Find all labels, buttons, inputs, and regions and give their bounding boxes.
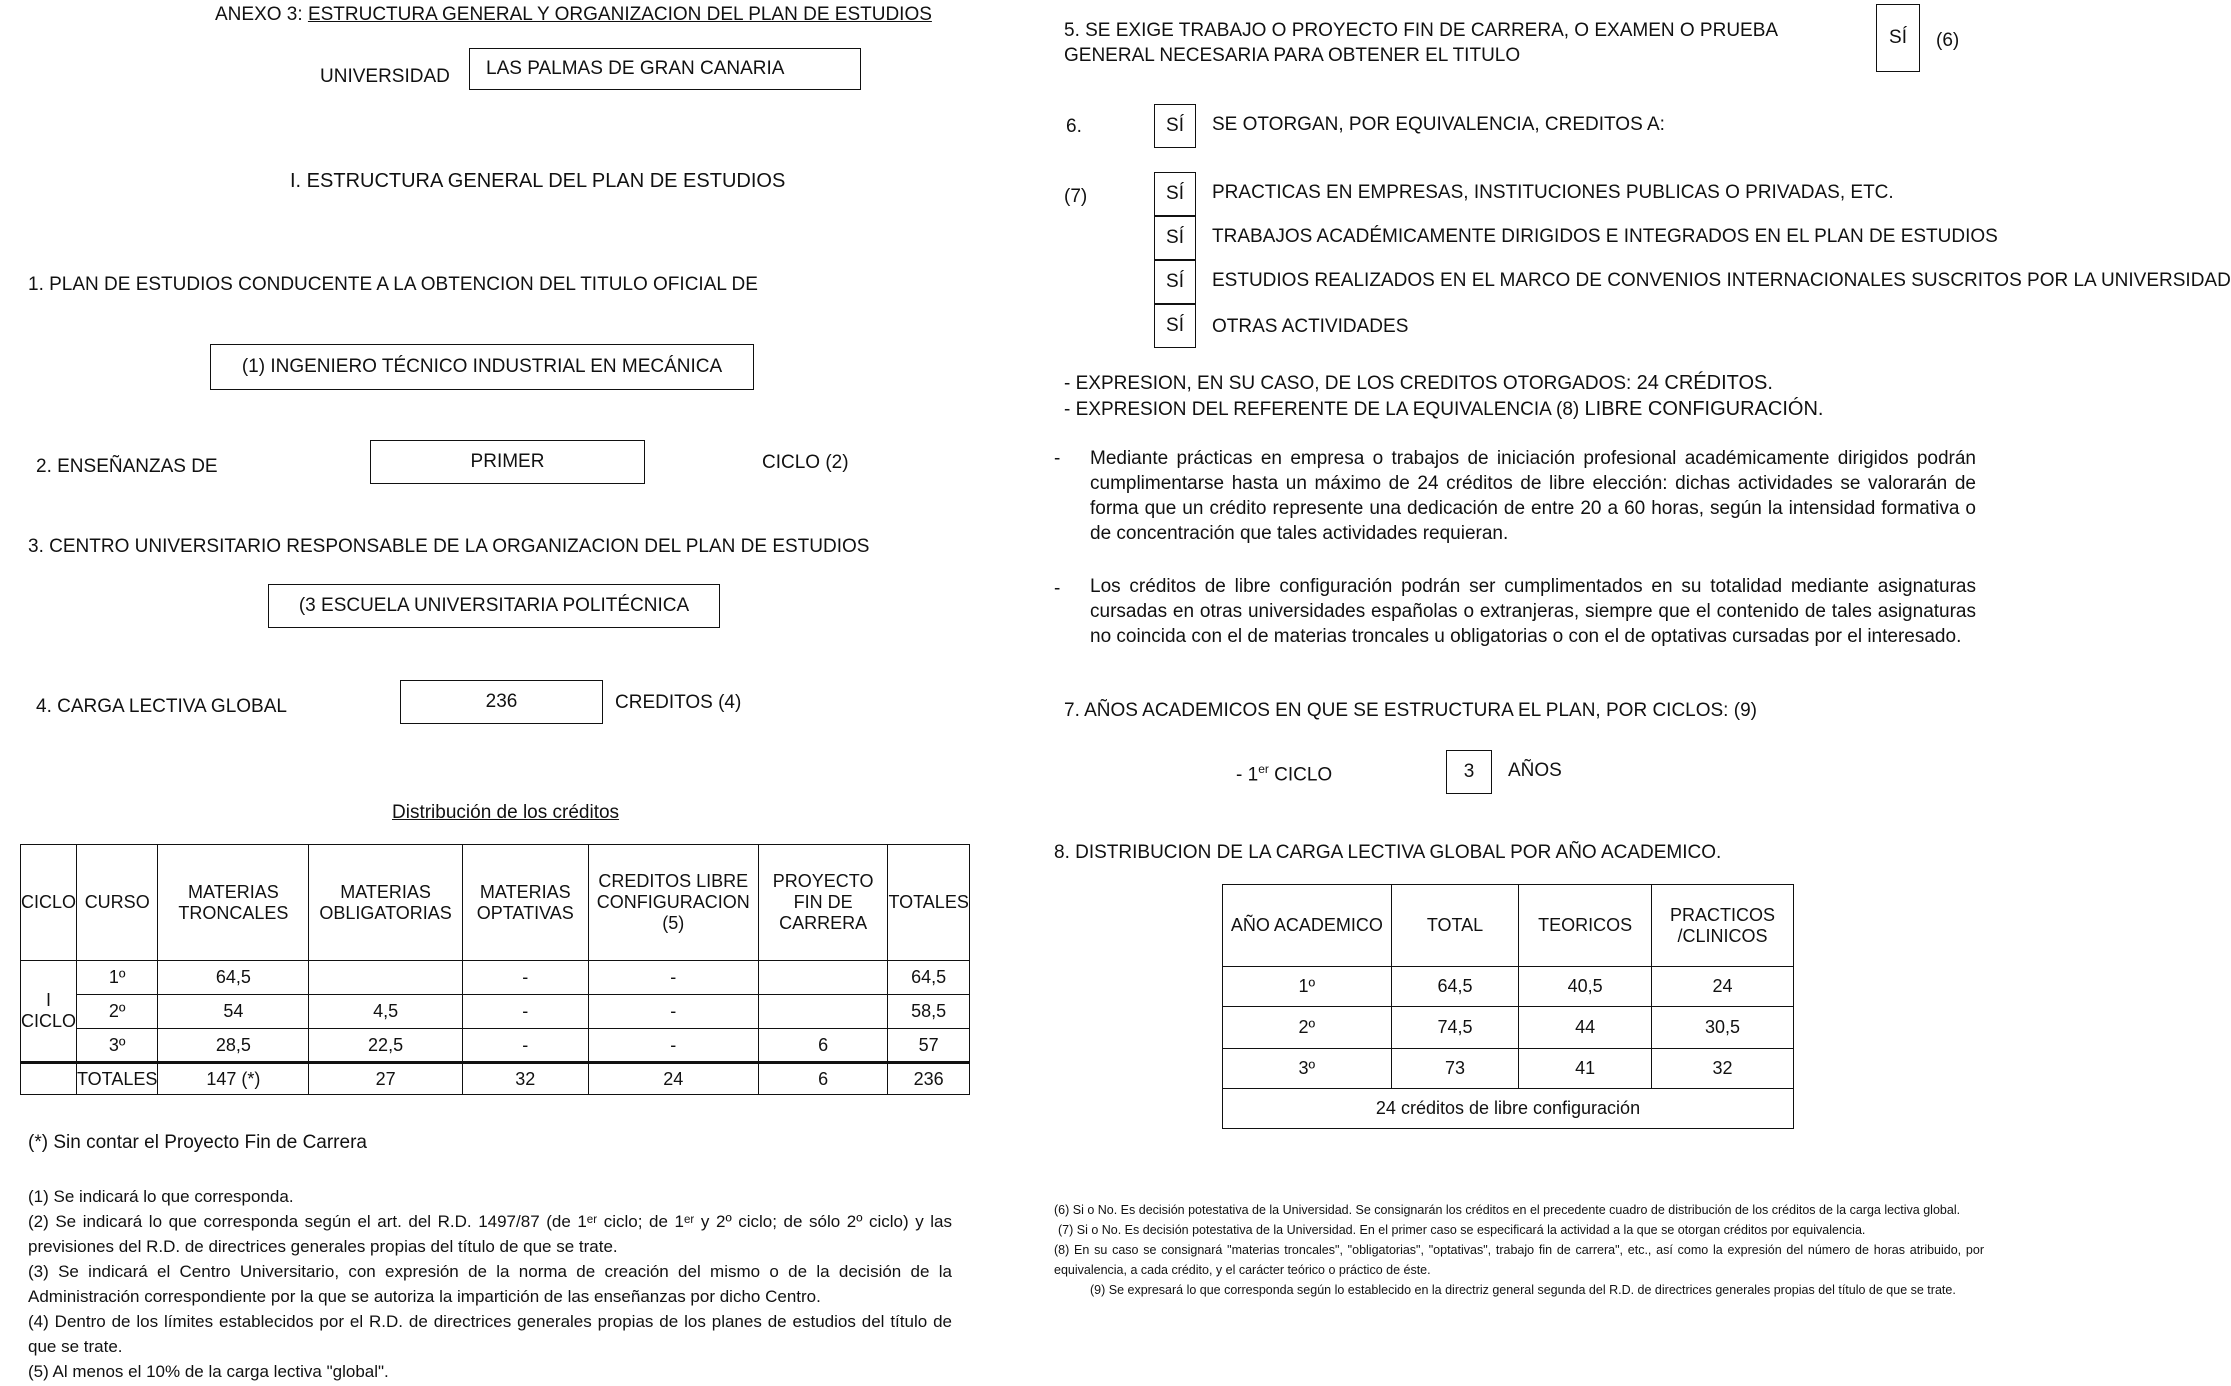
header-curso: CURSO	[77, 845, 158, 961]
header-proyecto: PROYECTO FIN DE CARRERA	[758, 845, 888, 961]
table-cell	[758, 995, 888, 1029]
credits-line-value: 24 CRÉDITOS.	[1636, 372, 1773, 394]
annex-title: ESTRUCTURA GENERAL Y ORGANIZACION DEL PLAN DE ESTUDIOS	[307, 4, 932, 25]
table-row	[21, 995, 970, 1029]
table-cell: 54	[158, 995, 309, 1029]
footnote-2: (2) Se indicará lo que corresponda según el art. del R.D. 1497/87 (de 1ᵉʳ ciclo; de 1ᵉʳ y 2º ciclo; de sólo 2º ciclo) y las previsiones del R.D. de directrices generales propias del título de que se trate.	[28, 1212, 952, 1256]
table-cell: 1º	[77, 961, 158, 995]
cycle-label-prefix: - 1	[1236, 764, 1259, 786]
cycle-label-sup: er	[1258, 762, 1269, 776]
table-cell: 4,5	[309, 995, 462, 1029]
table-row	[1223, 1007, 1794, 1049]
credits-distribution-table	[20, 844, 970, 1095]
table-cell: 32	[462, 1063, 588, 1095]
table-cell: 3º	[1223, 1049, 1392, 1089]
table-cell: 22,5	[309, 1029, 462, 1063]
table-cell: 28,5	[158, 1029, 309, 1063]
equiv-4-value: SÍ	[1154, 304, 1196, 348]
equiv-3-value: SÍ	[1154, 260, 1196, 304]
item7-num: (7)	[1064, 186, 1088, 207]
equiv-2-value: SÍ	[1154, 216, 1196, 260]
table-cell: -	[462, 1029, 588, 1063]
table-cell: 24	[1651, 967, 1793, 1007]
item6-text: SE OTORGAN, POR EQUIVALENCIA, CREDITOS A:	[1212, 114, 1665, 135]
table-cell: -	[588, 961, 758, 995]
item3-label: 3. CENTRO UNIVERSITARIO RESPONSABLE DE LA ORGANIZACION DEL PLAN DE ESTUDIOS	[28, 536, 870, 557]
table-cell: 64,5	[1391, 967, 1519, 1007]
item3-value: (3 ESCUELA UNIVERSITARIA POLITÉCNICA	[268, 584, 720, 628]
table-cell: 236	[888, 1063, 969, 1095]
header-troncales: MATERIAS TRONCALES	[158, 845, 309, 961]
table-cell: -	[588, 995, 758, 1029]
table-cell: TOTALES	[77, 1063, 158, 1095]
table-cell: 27	[309, 1063, 462, 1095]
university-value: LAS PALMAS DE GRAN CANARIA	[469, 48, 861, 90]
item1-label: 1. PLAN DE ESTUDIOS CONDUCENTE A LA OBTENCION DEL TITULO OFICIAL DE	[28, 274, 758, 295]
referent-line	[1064, 398, 1823, 421]
table-cell: 24	[588, 1063, 758, 1095]
header-optativas: MATERIAS OPTATIVAS	[462, 845, 588, 961]
table-cell: 32	[1651, 1049, 1793, 1089]
header-practicos: PRACTICOS /CLINICOS	[1651, 885, 1793, 967]
table-cell: 73	[1391, 1049, 1519, 1089]
header-ciclo: CICLO	[21, 845, 77, 961]
bullet-2: Los créditos de libre configuración podrán ser cumplimentados en su totalidad mediante asignaturas cursadas en otras universidades españolas o extranjeras, siempre que el contenido de tales asignaturas no coincida con el de materias troncales u obligatorias o con el de optativas cursadas por el interesado.	[1090, 576, 1976, 647]
table-cell: 1º	[1223, 967, 1392, 1007]
ciclo-cell: I CICLO	[21, 961, 77, 1063]
university-label: UNIVERSIDAD	[320, 66, 450, 87]
table-row	[21, 961, 970, 995]
header-totales: TOTALES	[888, 845, 969, 961]
table-cell: 2º	[77, 995, 158, 1029]
equiv-1-text: PRACTICAS EN EMPRESAS, INSTITUCIONES PUBLICAS O PRIVADAS, ETC.	[1212, 182, 1894, 203]
totals-spacer	[21, 1063, 77, 1095]
table-footer: 24 créditos de libre configuración	[1223, 1089, 1794, 1129]
item5-value: SÍ	[1876, 4, 1920, 72]
referent-line-label: - EXPRESION DEL REFERENTE DE LA EQUIVALENCIA (8)	[1064, 399, 1580, 420]
item1-value: (1) INGENIERO TÉCNICO INDUSTRIAL EN MECÁNICA	[210, 344, 754, 390]
footnote-5: (5) Al menos el 10% de la carga lectiva "global".	[28, 1362, 389, 1381]
footnote-9: (9) Se expresará lo que corresponda según lo establecido en la directriz general segunda del R.D. de directrices generales propias del título de que se trate.	[1090, 1283, 1956, 1297]
footnote-1: (1) Se indicará lo que corresponda.	[28, 1187, 294, 1206]
item5-note: (6)	[1936, 30, 1960, 51]
header-ano: AÑO ACADEMICO	[1223, 885, 1392, 967]
item8-title: 8. DISTRIBUCION DE LA CARGA LECTIVA GLOBAL POR AÑO ACADEMICO.	[1054, 842, 1722, 863]
footnote-3: (3) Se indicará el Centro Universitario, con expresión de la norma de creación del mismo o de la decisión de la Administración correspondiente por la que se autoriza la impartición de las enseñanzas por dicho Centro.	[28, 1262, 952, 1306]
table-footer-row	[1223, 1089, 1794, 1129]
table-cell: 57	[888, 1029, 969, 1063]
table-cell: 64,5	[888, 961, 969, 995]
table-cell	[758, 961, 888, 995]
equiv-3-text: ESTUDIOS REALIZADOS EN EL MARCO DE CONVENIOS INTERNACIONALES SUSCRITOS POR LA UNIVERSIDAD	[1212, 270, 2231, 291]
item2-label: 2. ENSEÑANZAS DE	[36, 456, 218, 477]
table-row	[21, 1029, 970, 1063]
section-title: I. ESTRUCTURA GENERAL DEL PLAN DE ESTUDIOS	[290, 170, 786, 192]
header-obligatorias: MATERIAS OBLIGATORIAS	[309, 845, 462, 961]
table-cell: 2º	[1223, 1007, 1392, 1049]
footnotes-right	[1054, 1200, 1984, 1300]
cycle-years-unit: AÑOS	[1508, 760, 1562, 781]
item7-title: 7. AÑOS ACADEMICOS EN QUE SE ESTRUCTURA EL PLAN, POR CICLOS: (9)	[1064, 700, 1757, 721]
table-cell: 44	[1519, 1007, 1652, 1049]
equiv-1-value: SÍ	[1154, 172, 1196, 216]
item2-suffix: CICLO (2)	[762, 452, 849, 473]
table-cell: 30,5	[1651, 1007, 1793, 1049]
note-star: (*) Sin contar el Proyecto Fin de Carrera	[28, 1132, 367, 1153]
bullet-dash-1: -	[1054, 448, 1061, 469]
table-row	[1223, 967, 1794, 1007]
credits-line	[1064, 372, 1773, 395]
table-cell: 74,5	[1391, 1007, 1519, 1049]
footnote-7: (7) Si o No. Es decisión potestativa de la Universidad. En el primer caso se especificará la actividad a la que se otorgan créditos por equivalencia.	[1058, 1223, 1866, 1237]
table-row	[1223, 1049, 1794, 1089]
footnote-4: (4) Dentro de los límites establecidos por el R.D. de directrices generales propias de los planes de estudios del título de que se trate.	[28, 1312, 952, 1356]
item4-suffix: CREDITOS (4)	[615, 692, 742, 713]
equiv-4-text: OTRAS ACTIVIDADES	[1212, 316, 1409, 337]
table-cell: -	[462, 961, 588, 995]
cycle-label	[1236, 762, 1332, 786]
item4-label: 4. CARGA LECTIVA GLOBAL	[36, 696, 287, 717]
distribution-title: Distribución de los créditos	[392, 802, 620, 823]
table-cell: 64,5	[158, 961, 309, 995]
item6-value: SÍ	[1154, 104, 1196, 148]
table-cell: 6	[758, 1029, 888, 1063]
bullet-1: Mediante prácticas en empresa o trabajos de iniciación profesional académicamente dirigidos podrán cumplimentarse hasta un máximo de 24 créditos de libre elección: dichas actividades se valorarán de forma que un crédito represente una dedicación de entre 20 a 60 horas, según la intensidad formativa o de concentración que tales actividades requieran.	[1090, 448, 1976, 544]
credits-line-label: - EXPRESION, EN SU CASO, DE LOS CREDITOS OTORGADOS:	[1064, 373, 1632, 394]
item6-num: 6.	[1066, 116, 1082, 137]
table-cell: 6	[758, 1063, 888, 1095]
table-cell: 41	[1519, 1049, 1652, 1089]
item4-value: 236	[400, 680, 603, 724]
item5-text: 5. SE EXIGE TRABAJO O PROYECTO FIN DE CARRERA, O EXAMEN O PRUEBA GENERAL NECESARIA PARA OBTENER EL TITULO	[1064, 20, 1778, 66]
totals-row	[21, 1063, 970, 1095]
equiv-2-text: TRABAJOS ACADÉMICAMENTE DIRIGIDOS E INTEGRADOS EN EL PLAN DE ESTUDIOS	[1212, 226, 1998, 247]
cycle-years: 3	[1446, 750, 1492, 794]
table-cell: 3º	[77, 1029, 158, 1063]
footnote-8: (8) En su caso se consignará "materias troncales", "obligatorias", "optativas", trabajo fin de carrera", etc., así como la expresión del número de horas atribuido, por equivalencia, a cada crédito, y el carácter teórico o práctico de éste.	[1054, 1243, 1984, 1277]
footnotes-left	[28, 1184, 952, 1384]
table-cell	[309, 961, 462, 995]
header-total: TOTAL	[1391, 885, 1519, 967]
table-cell: -	[588, 1029, 758, 1063]
table-cell: 58,5	[888, 995, 969, 1029]
annex-prefix: ANEXO 3:	[215, 4, 303, 25]
cycle-label-suffix: CICLO	[1268, 764, 1333, 786]
header-teoricos: TEORICOS	[1519, 885, 1652, 967]
footnote-6: (6) Si o No. Es decisión potestativa de la Universidad. Se consignarán los créditos en el precedente cuadro de distribución de los créditos de la carga lectiva global.	[1054, 1203, 1961, 1217]
referent-line-value: LIBRE CONFIGURACIÓN.	[1584, 398, 1824, 420]
table-cell: 40,5	[1519, 967, 1652, 1007]
item2-value: PRIMER	[370, 440, 645, 484]
table-cell: -	[462, 995, 588, 1029]
bullet-dash-2: -	[1054, 578, 1061, 599]
table-cell: 147 (*)	[158, 1063, 309, 1095]
header-libre-configuracion: CREDITOS LIBRE CONFIGURACION (5)	[588, 845, 758, 961]
year-load-table	[1222, 884, 1794, 1129]
annex-heading	[215, 4, 932, 26]
